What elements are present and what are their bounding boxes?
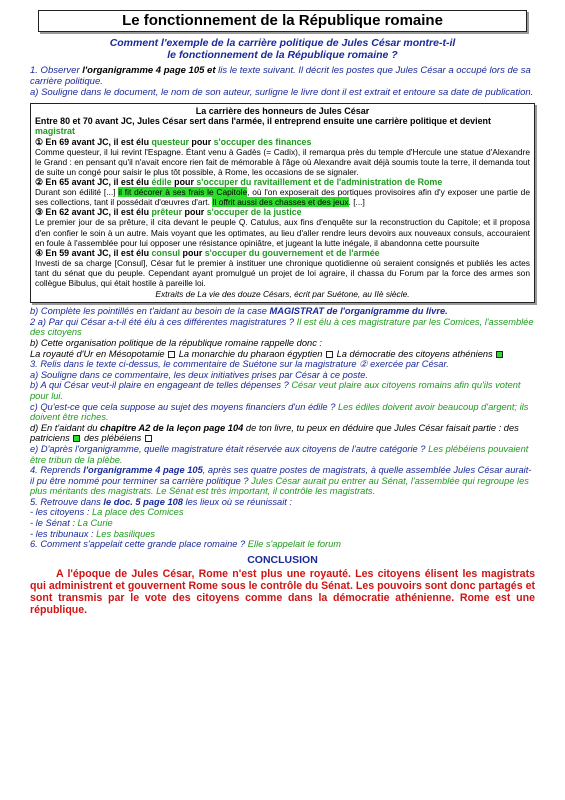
step-1-role: s'occuper des finances	[213, 136, 312, 147]
step-2-office: édile	[151, 177, 172, 188]
question-3b-text: b) A qui César veut-il plaire en engageant de telles dépenses ?	[30, 380, 292, 391]
question-3a: a) Souligne dans ce commentaire, les deux initiatives prises par César à ce poste.	[30, 369, 368, 380]
question-2b-options	[30, 349, 535, 360]
questions-block	[30, 306, 535, 550]
step-4-role: s'occuper du gouvernement et de l'armée	[204, 247, 380, 258]
checkbox-plebeiens[interactable]	[145, 435, 152, 442]
document-source: Extraits de La vie des douze Césars, écrit par Suétone, au IIè siècle.	[155, 289, 410, 300]
question-6	[30, 539, 535, 550]
document-intro-text: Entre 80 et 70 avant JC, Jules César sert dans l'armée, il entreprend ensuite une carrière politique et devient	[35, 116, 491, 127]
question-3c-text: c) Qu'est-ce que cela suppose au sujet des moyens financiers d'un édile ?	[30, 401, 338, 412]
question-3d-a: d) En t'aidant du	[30, 422, 100, 433]
question-1b	[30, 306, 535, 317]
step-4-office: consul	[151, 247, 181, 258]
step-3-role: s'occuper de la justice	[206, 207, 302, 218]
question-3d-d: des plébéiens	[81, 433, 144, 444]
place-tribunaux-label: - les tribunaux :	[30, 528, 97, 539]
step-1-title-a: ① En 69 avant JC, il est élu	[35, 136, 152, 147]
question-3: 3. Relis dans le texte ci-dessus, le commentaire de Suétone sur la magistrature ② exercée par César.	[30, 359, 449, 370]
step-2-title-a: ② En 65 avant JC, il est élu	[35, 177, 152, 188]
question-5-ref: le doc. 5 page 108	[103, 496, 183, 507]
checkbox-athenes[interactable]	[496, 351, 503, 358]
answer-3b: César veut plaire aux citoyens romains afin qu'ils votent pour lui.	[30, 380, 521, 401]
checkbox-ur[interactable]	[168, 351, 175, 358]
document-box	[30, 103, 535, 303]
step-3-text: Le premier jour de sa prêture, il cita devant le peuple Q. Catulus, aux fins d'enquête sur la reconstruction du Capitole; et il proposa d'en confier le soin à un autre. Mais voyant que les optimates, au lieu d'aller rendre leurs devoirs aux nouveaux consuls, accouraient en foule à l'assemblée pour lui opposer une résistance opiniâtre, et jugeant la lutte inégale, il abandonna cette poursuite	[35, 217, 530, 248]
question-3e-text: e) D'après l'organigramme, quelle magistrature était réservée aux citoyens de l'autre catégorie ?	[30, 443, 429, 454]
page-title: Le fonctionnement de la République romaine	[38, 10, 527, 32]
question-3d-c: de ton livre, tu peux en déduire que Jules César faisait partie : des patriciens	[30, 422, 519, 444]
checkbox-pharaon[interactable]	[326, 351, 333, 358]
step-2-role: s'occuper du ravitaillement et de l'administration de Rome	[196, 177, 443, 188]
step-1-title	[35, 137, 530, 147]
step-2-text	[35, 187, 530, 207]
question-5-c: les lieux où se réunissait :	[182, 496, 293, 507]
place-senat-label: - le Sénat :	[30, 518, 78, 529]
main-question-line1: Comment l'exemple de la carrière politique de Jules César montre-t-il	[109, 37, 456, 49]
step-2-text-c: . [...]	[348, 197, 365, 208]
question-3c	[30, 402, 535, 423]
step-2-highlight-1: il fit décorer à ses frais le Capitole	[118, 187, 248, 198]
question-4-c: , après ses quatre postes de magistrats, à quelle assemblée Jules César aurait-il pu être nommé pour terminer sa carrière politique ?	[30, 465, 532, 486]
step-4-title-b: pour	[180, 247, 205, 258]
worksheet-page	[30, 10, 535, 617]
main-question	[30, 37, 535, 61]
answer-3c: Les édiles doivent avoir beaucoup d'argent; ils doivent être riches.	[30, 401, 529, 423]
question-3b	[30, 380, 535, 401]
question-2b: b) Cette organisation politique de la république romaine rappelle donc :	[30, 337, 323, 348]
main-question-line2: le fonctionnement de la République romaine ?	[167, 49, 398, 61]
place-citoyens-answer: La place des Comices	[92, 507, 184, 518]
question-4-ref: l'organigramme 4 page 105	[83, 465, 203, 476]
question-5	[30, 497, 535, 508]
step-1-title-b: pour	[188, 136, 214, 147]
instruction-1-text-a: 1. Observer	[30, 65, 83, 76]
instruction-1-text-c: lis le texte suivant. Il décrit les postes que Jules César a occupé lors de sa carrière politique.	[30, 65, 531, 87]
option-athenes: La démocratie des citoyens athéniens	[334, 348, 496, 359]
question-4-a: 4. Reprends	[30, 465, 84, 476]
question-1b-ref: MAGISTRAT de l'organigramme du livre.	[269, 306, 448, 317]
step-2-title-b: pour	[171, 177, 197, 188]
step-4-title-a: ④ En 59 avant JC, il est élu	[35, 247, 152, 258]
option-ur: La royauté d'Ur en Mésopotamie	[30, 348, 168, 359]
question-3d-ref: chapitre A2 de la leçon page 104	[100, 422, 244, 433]
step-3-title-b: pour	[182, 207, 207, 218]
instruction-1a: a) Souligne dans le document, le nom de son auteur, surligne le livre dont il est extrait et entoure sa date de publication.	[30, 87, 534, 98]
question-3e	[30, 444, 535, 465]
answer-4: Jules César aurait pu entrer au Sénat, l'assemblée qui regroupe les plus méritants des magistrats. Le Sénat est très important, il contrôle les magistrats.	[30, 475, 529, 497]
instruction-1	[30, 65, 535, 87]
question-3d	[30, 423, 535, 444]
conclusion-title: CONCLUSION	[247, 553, 318, 566]
step-3-title-a: ③ En 62 avant JC, il est élu	[35, 207, 152, 218]
question-2a	[30, 317, 535, 338]
step-2-text-b: , où l'on exposerait des portiques provisoires afin d'y exposer une partie de ses collections, tant il possédait d'œuvres d'art.	[35, 187, 530, 208]
step-4-text: Investi de sa charge [Consul], César fut le premier à instituer une chronique quotidienne où seraient consignés et publiés les actes tant du sénat que du peuple. Cependant ayant promulgué un projet de loi agraire, il chassa du Forum par la force des armes son collègue Bibulus, qui était hostile à pareille loi.	[35, 257, 530, 288]
step-2-text-a: Durant son édilité [...]	[35, 187, 119, 198]
place-citoyens-label: - les citoyens :	[30, 507, 93, 518]
step-4-title	[35, 248, 530, 258]
step-3-title	[35, 207, 530, 217]
answer-6: Elle s'appelait le forum	[247, 539, 342, 550]
question-1b-text: b) Complète les pointillés en t'aidant au besoin de la case	[30, 306, 270, 317]
step-2-title	[35, 177, 530, 187]
place-tribunaux	[30, 529, 535, 540]
step-1-text: Comme questeur, il lui revint l'Espagne. Étant venu à Gadès (= Cadix), il remarqua près du temple d'Hercule une statue d'Alexandre le Grand : en pensant qu'il n'avait encore rien fait de mémorable à l'âge où Alexandre avait déjà soumis toute la terre, il demanda tout de suite un congé pour saisir le plus tôt possible, à Rome, les occasions de se signaler.	[35, 146, 530, 177]
place-citoyens	[30, 507, 535, 518]
question-2a-text: 2 a) Par qui César a-t-il été élu à ces différentes magistratures ?	[30, 316, 297, 327]
document-title: La carrière des honneurs de Jules César	[195, 106, 370, 116]
place-tribunaux-answer: Les basiliques	[96, 528, 156, 539]
question-4	[30, 465, 535, 497]
question-6-text: 6. Comment s'appelait cette grande place romaine ?	[30, 539, 248, 550]
place-senat-answer: La Curie	[77, 518, 113, 529]
document-intro-magistrat: magistrat	[35, 126, 75, 137]
question-5-a: 5. Retrouve dans	[30, 496, 104, 507]
answer-3e: Les plébéiens pouvaient être tribun de la plèbe.	[30, 443, 529, 465]
instruction-1-ref: l'organigramme 4 page 105 et	[82, 65, 216, 76]
place-senat	[30, 518, 535, 529]
document-intro	[35, 116, 530, 137]
option-pharaon: La monarchie du pharaon égyptien	[176, 348, 326, 359]
conclusion-text: A l'époque de Jules César, Rome n'est plus une royauté. Les citoyens élisent les magistrats qui administrent et gouvernent Rome sous le contrôle du Sénat. Les pouvoirs sont donc partagés et sont transmis par le vote des citoyens comme dans la démocratie athénienne. Rome est une république.	[30, 567, 535, 617]
checkbox-patriciens[interactable]	[73, 435, 80, 442]
step-2-highlight-2: Il offrit aussi des chasses et des jeux	[212, 197, 349, 208]
step-1-office: questeur	[151, 136, 189, 147]
step-3-office: prêteur	[151, 207, 183, 218]
answer-2a: Il est élu à ces magistrature par les Comices, l'assemblée des citoyens	[30, 316, 534, 338]
